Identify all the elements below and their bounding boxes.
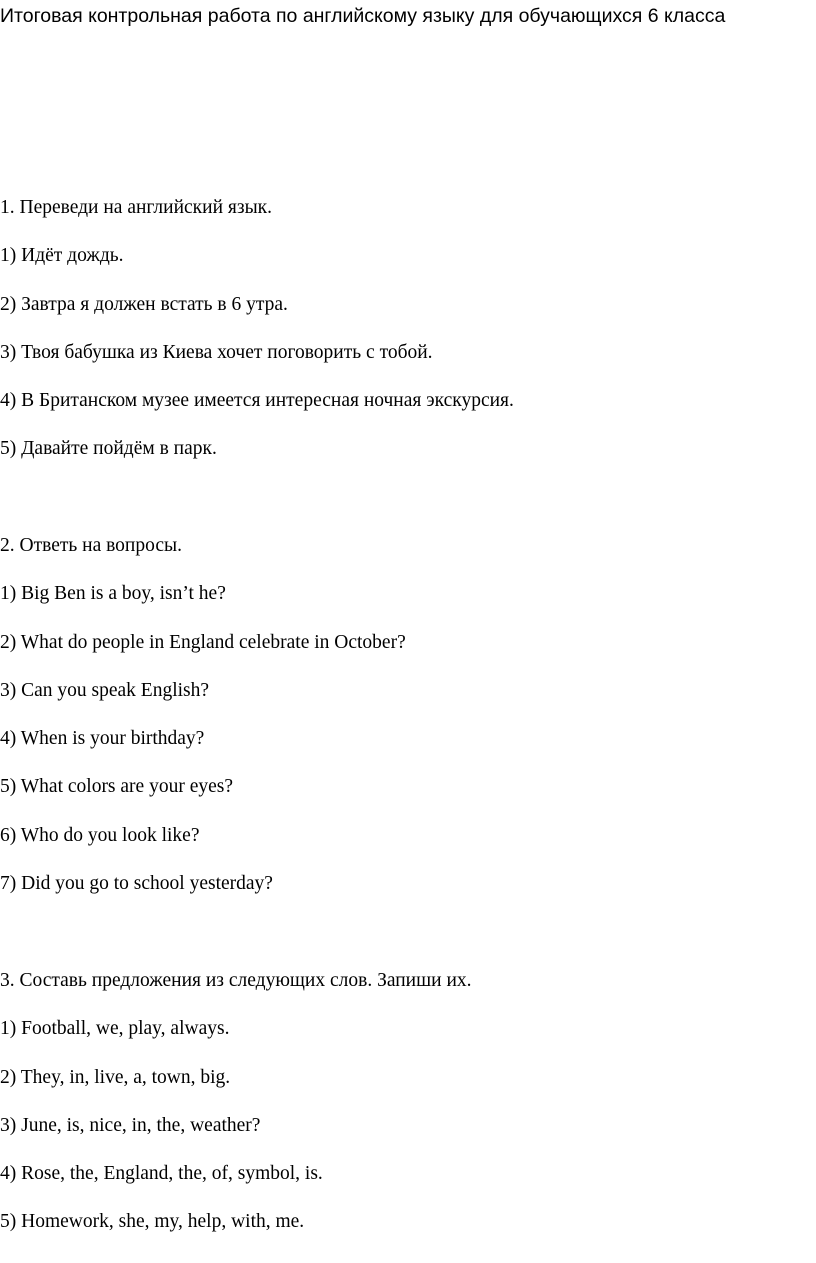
list-item: 4) When is your birthday?	[0, 728, 205, 750]
section-translate	[0, 196, 816, 486]
section-heading: 3. Составь предложения из следующих слов. Запиши их.	[0, 970, 472, 991]
list-item: 2) What do people in England celebrate in October?	[0, 631, 406, 653]
list-item: 5) What colors are your eyes?	[0, 776, 234, 798]
list-item: 4) В Британском музее имеется интересная ночная экскурсия.	[0, 390, 514, 412]
list-item: 2) They, in, live, a, town, big.	[0, 1066, 231, 1088]
list-item: 5) Homework, she, my, help, with, me.	[0, 1211, 305, 1233]
list-item: 6) Who do you look like?	[0, 824, 200, 846]
section-heading: 2. Ответь на вопросы.	[0, 535, 182, 556]
list-item: 3) June, is, nice, in, the, weather?	[0, 1114, 261, 1136]
list-item: 1) Идёт дождь.	[0, 245, 124, 267]
list-item: 1) Football, we, play, always.	[0, 1018, 230, 1040]
list-item: 2) Завтра я должен встать в 6 утра.	[0, 293, 288, 315]
document-title: Итоговая контрольная работа по английскому языку для обучающихся 6 класса	[0, 5, 726, 27]
list-item: 1) Big Ben is a boy, isn’t he?	[0, 583, 226, 605]
section-answer-questions	[0, 534, 816, 920]
list-item: 5) Давайте пойдём в парк.	[0, 438, 217, 460]
list-item: 3) Твоя бабушка из Киева хочет поговорить с тобой.	[0, 341, 433, 363]
list-item: 3) Can you speak English?	[0, 679, 210, 701]
list-item: 4) Rose, the, England, the, of, symbol, is.	[0, 1163, 323, 1185]
section-make-sentences	[0, 969, 816, 1259]
section-heading: 1. Переведи на английский язык.	[0, 197, 273, 218]
list-item: 7) Did you go to school yesterday?	[0, 873, 273, 895]
